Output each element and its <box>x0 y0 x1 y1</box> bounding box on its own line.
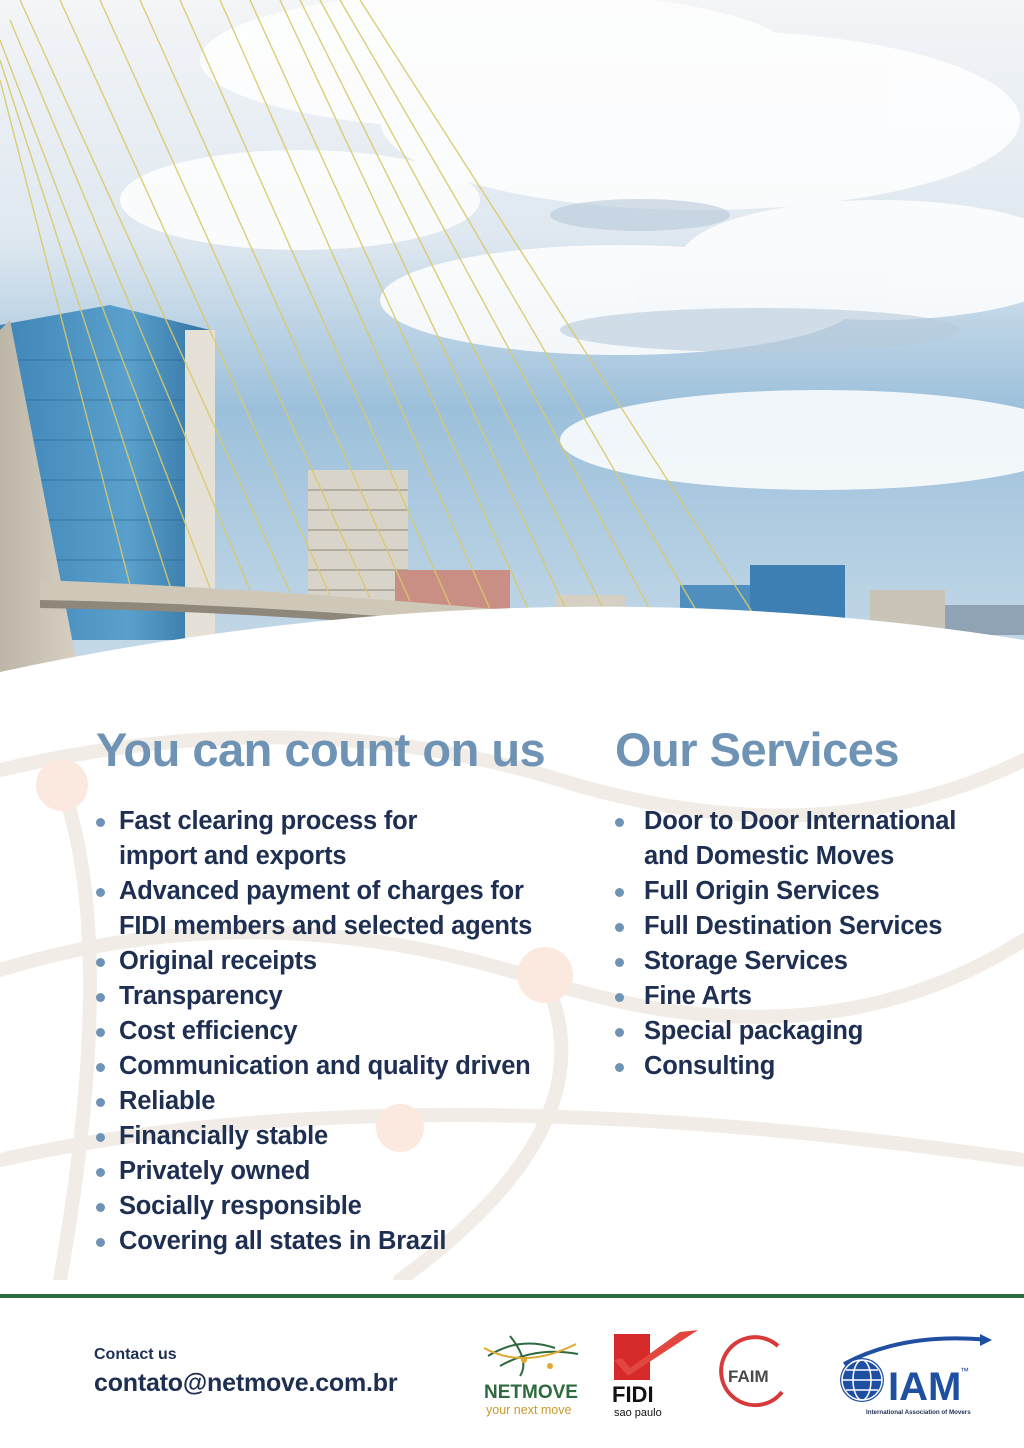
count-on-us-item: Transparency <box>96 979 596 1014</box>
count-on-us-item: Cost efficiency <box>96 1014 596 1049</box>
iam-tm: ™ <box>960 1366 969 1376</box>
iam-mark-icon <box>834 1330 994 1418</box>
service-item: Fine Arts <box>615 979 1015 1014</box>
iam-name: IAM <box>888 1365 962 1409</box>
count-on-us-item: Original receipts <box>96 944 596 979</box>
count-on-us-list <box>96 804 596 1259</box>
netmove-tagline: your next move <box>486 1403 572 1417</box>
faim-mark-icon <box>716 1332 796 1412</box>
netmove-name: NETMOVE <box>484 1382 578 1403</box>
iam-fullname: International Association of Movers <box>866 1409 971 1416</box>
service-item: Full Origin Services <box>615 874 1015 909</box>
faim-name: FAIM <box>728 1367 769 1386</box>
services-list <box>615 804 1015 1084</box>
fidi-logo <box>610 1328 700 1420</box>
count-on-us-heading: You can count on us <box>96 723 546 776</box>
contact-label: Contact us <box>94 1346 177 1363</box>
netmove-mark-icon <box>480 1326 590 1420</box>
services-section <box>615 722 1015 1084</box>
hero-photo <box>0 0 1024 680</box>
fidi-mark-icon <box>610 1328 700 1420</box>
iam-logo <box>834 1330 994 1418</box>
services-heading: Our Services <box>615 723 900 776</box>
contact-email-link[interactable]: contato@netmove.com.br <box>94 1369 398 1397</box>
count-on-us-item: Covering all states in Brazil <box>96 1224 596 1259</box>
service-item: Door to Door International and Domestic Moves <box>615 804 1015 874</box>
contact-block <box>94 1344 397 1400</box>
service-item: Full Destination Services <box>615 909 1015 944</box>
footer-divider <box>0 1294 1024 1298</box>
count-on-us-item: Fast clearing process for import and exports <box>96 804 596 874</box>
count-on-us-section <box>96 722 596 1259</box>
service-item: Consulting <box>615 1049 1015 1084</box>
count-on-us-item: Reliable <box>96 1084 596 1119</box>
service-item: Special packaging <box>615 1014 1015 1049</box>
fidi-sub: sao paulo <box>614 1407 662 1419</box>
bridge-skyline-illustration <box>0 0 1024 680</box>
count-on-us-item: Advanced payment of charges for FIDI members and selected agents <box>96 874 596 944</box>
count-on-us-item: Privately owned <box>96 1154 596 1189</box>
count-on-us-item: Financially stable <box>96 1119 596 1154</box>
service-item: Storage Services <box>615 944 1015 979</box>
count-on-us-item: Communication and quality driven <box>96 1049 596 1084</box>
count-on-us-item: Socially responsible <box>96 1189 596 1224</box>
faim-logo <box>716 1332 796 1412</box>
netmove-logo <box>480 1326 590 1420</box>
fidi-name: FIDI <box>612 1382 654 1407</box>
